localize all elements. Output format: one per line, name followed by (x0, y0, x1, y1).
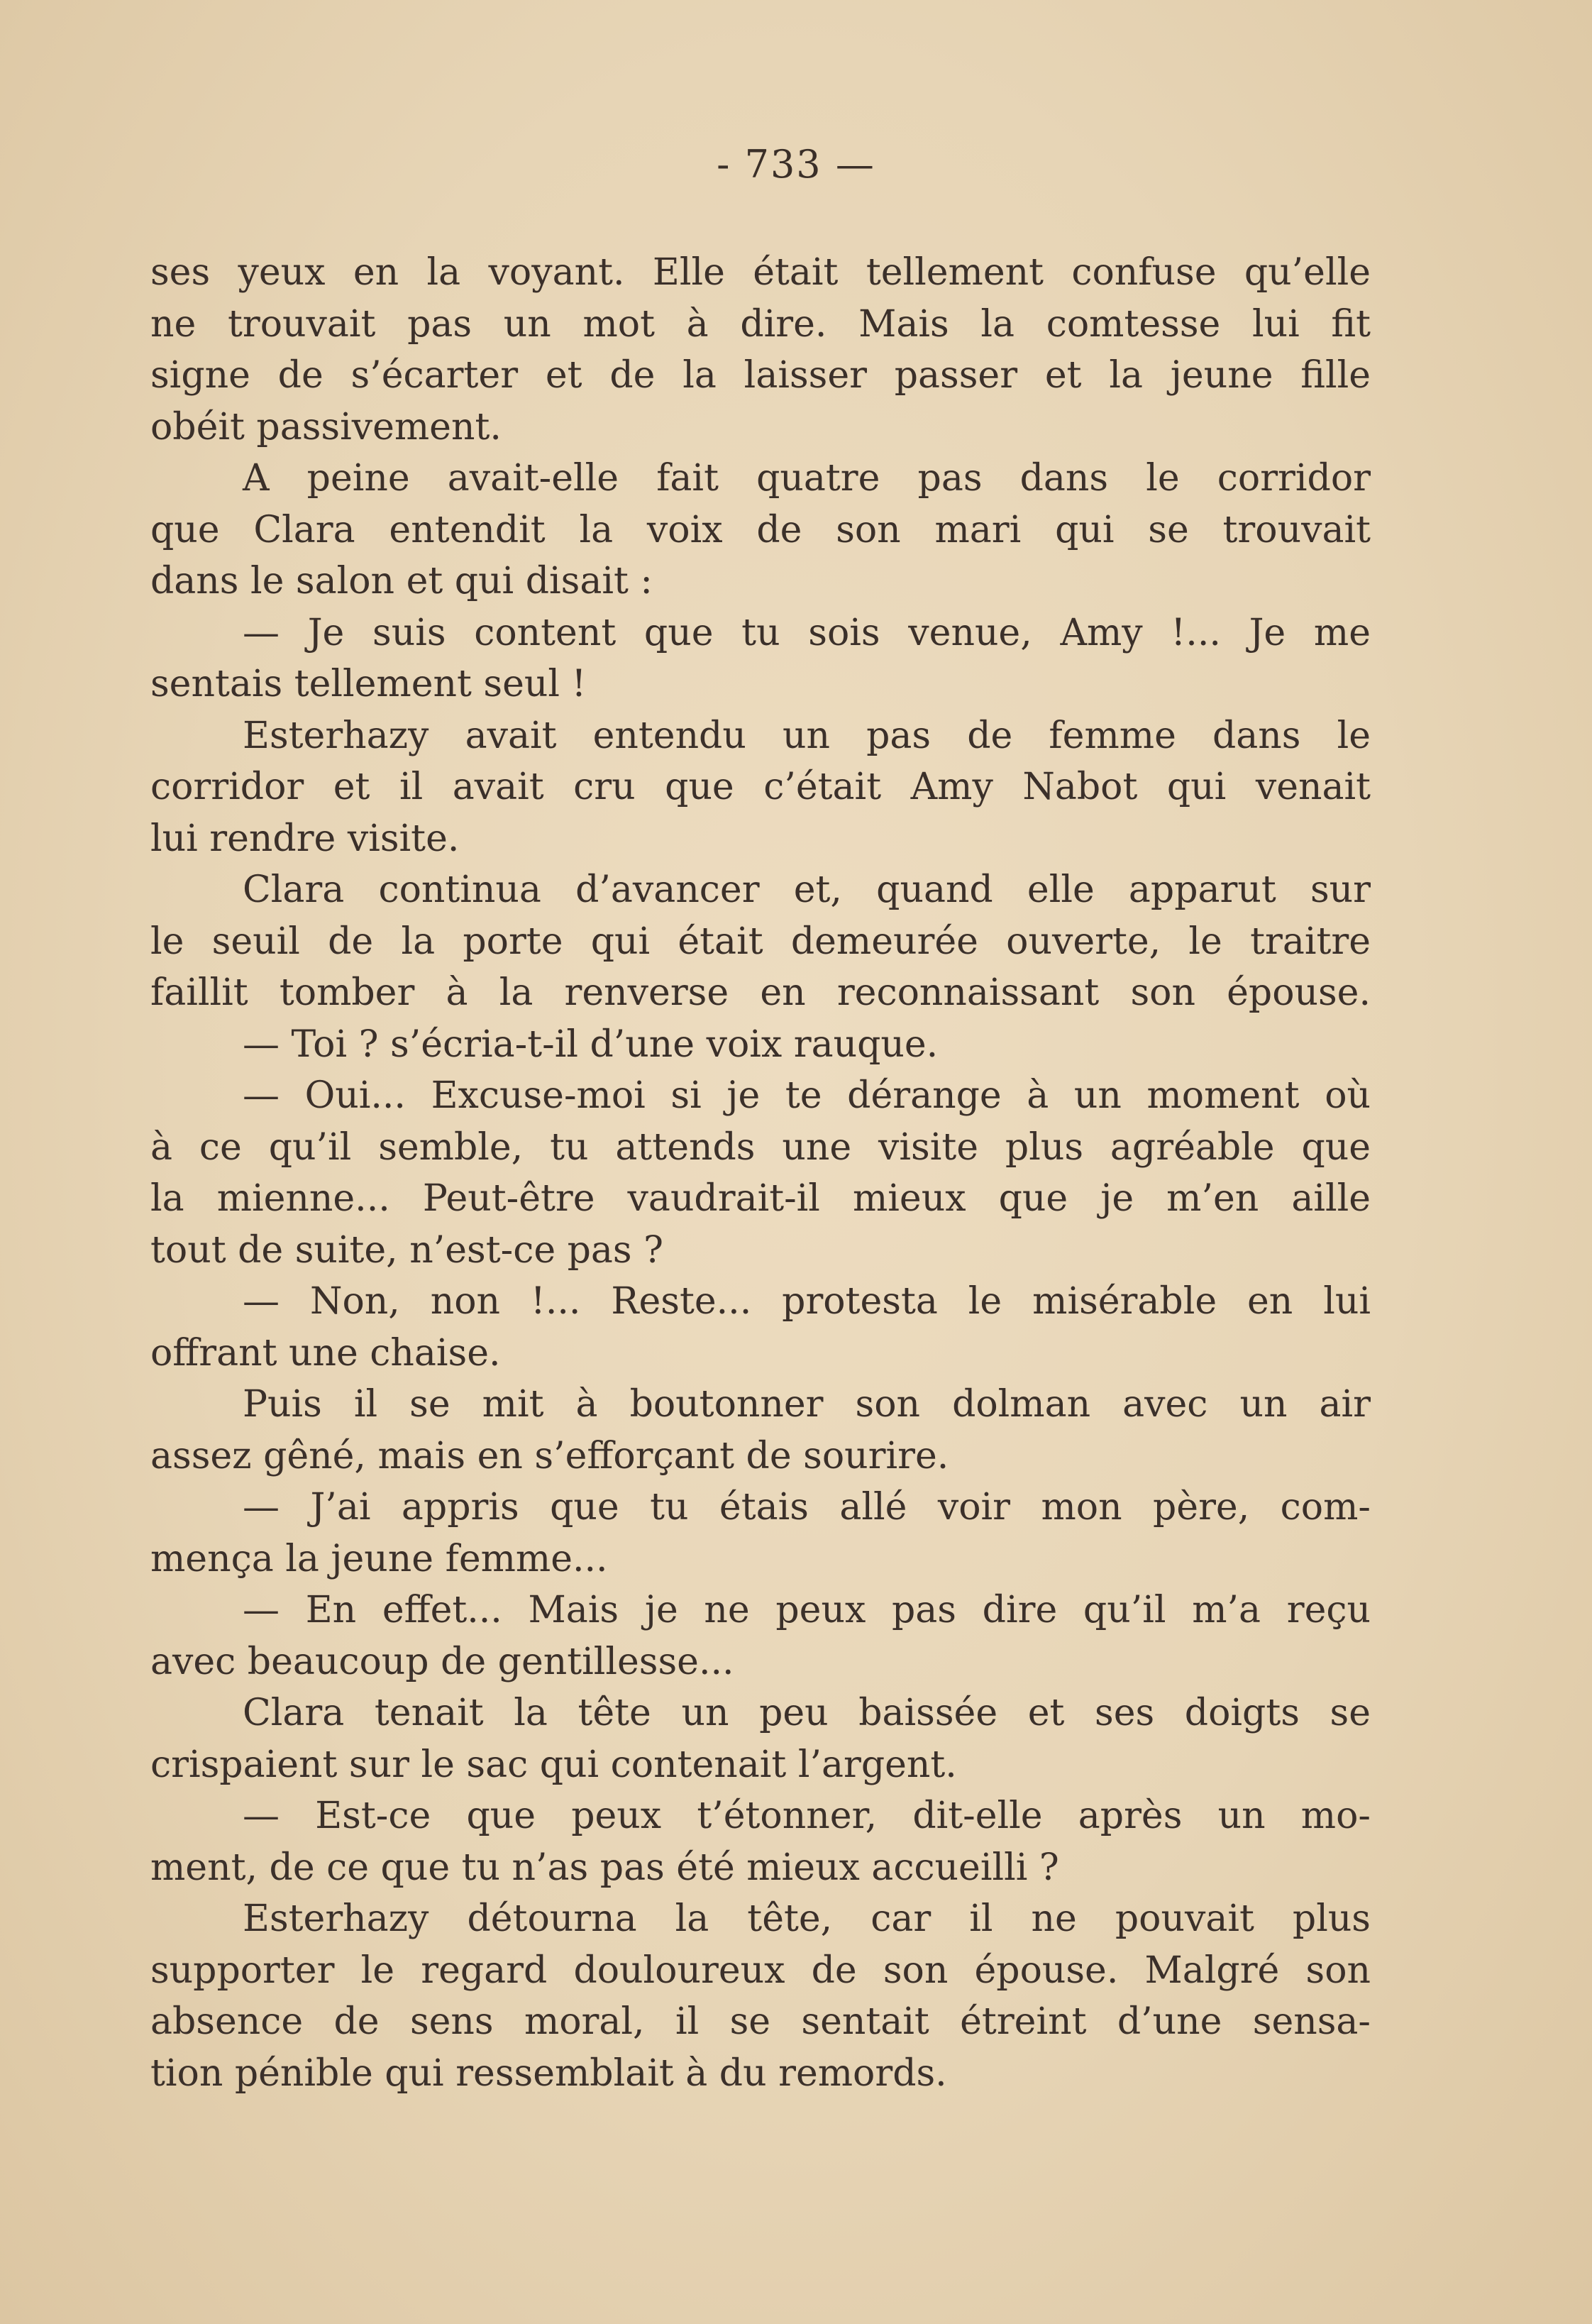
text-line: signe de s’écarter et de la laisser passer et la jeune fille (150, 354, 1371, 397)
text-line: la mienne... Peut-être vaudrait-il mieux que je m’en aille (150, 1177, 1371, 1220)
text-line: crispaient sur le sac qui contenait l’argent. (150, 1743, 957, 1786)
text-line: absence de sens moral, il se sentait étreint d’une sensa- (150, 2000, 1371, 2043)
text-line: lui rendre visite. (150, 817, 460, 860)
text-line: tion pénible qui ressemblait à du remords. (150, 2052, 947, 2095)
text-line: le seuil de la porte qui était demeurée ouverte, le traitre (150, 920, 1371, 963)
text-line: Esterhazy détourna la tête, car il ne pouvait plus (243, 1898, 1371, 1940)
text-line: A peine avait-elle fait quatre pas dans le corridor (243, 457, 1371, 500)
text-line: assez gêné, mais en s’efforçant de sourire. (150, 1434, 949, 1477)
body-text (150, 247, 1371, 2099)
text-line: — Je suis content que tu sois venue, Amy !... Je me (243, 611, 1371, 654)
text-line: dans le salon et qui disait : (150, 560, 653, 602)
text-line: — Oui... Excuse-moi si je te dérange à un moment où (243, 1074, 1371, 1117)
text-line: mença la jeune femme... (150, 1537, 608, 1580)
text-line: Esterhazy avait entendu un pas de femme dans le (243, 714, 1371, 757)
text-line: sentais tellement seul ! (150, 663, 587, 705)
text-line: — Non, non !... Reste... protesta le misérable en lui (243, 1280, 1371, 1323)
page-number: - 733 — (717, 142, 875, 187)
text-line: Clara tenait la tête un peu baissée et ses doigts se (243, 1692, 1371, 1734)
text-line: ne trouvait pas un mot à dire. Mais la comtesse lui fit (150, 302, 1371, 346)
text-line: Clara continua d’avancer et, quand elle apparut sur (243, 869, 1371, 911)
text-line: — J’ai appris que tu étais allé voir mon père, com- (243, 1486, 1371, 1529)
text-line: avec beaucoup de gentillesse... (150, 1640, 734, 1683)
text-line: corridor et il avait cru que c’était Amy Nabot qui venait (150, 766, 1371, 808)
text-line: supporter le regard douloureux de son épouse. Malgré son (150, 1949, 1371, 1992)
text-line: Puis il se mit à boutonner son dolman avec un air (243, 1383, 1371, 1426)
text-line: offrant une chaise. (150, 1331, 501, 1375)
text-line: — Est-ce que peux t’étonner, dit-elle après un mo- (243, 1795, 1371, 1837)
text-line: que Clara entendit la voix de son mari qui se trouvait (150, 508, 1371, 551)
text-line: tout de suite, n’est-ce pas ? (150, 1228, 663, 1272)
text-line: ment, de ce que tu n’as pas été mieux accueilli ? (150, 1846, 1059, 1889)
text-line: faillit tomber à la renverse en reconnaissant son épouse. (150, 971, 1371, 1014)
text-line: obéit passivement. (150, 405, 502, 448)
text-line: — Toi ? s’écria-t-il d’une voix rauque. (243, 1023, 939, 1066)
text-line: à ce qu’il semble, tu attends une visite plus agréable que (150, 1125, 1371, 1169)
text-line: — En effet... Mais je ne peux pas dire qu’il m’a reçu (243, 1589, 1371, 1631)
text-line: ses yeux en la voyant. Elle était tellement confuse qu’elle (150, 251, 1371, 294)
